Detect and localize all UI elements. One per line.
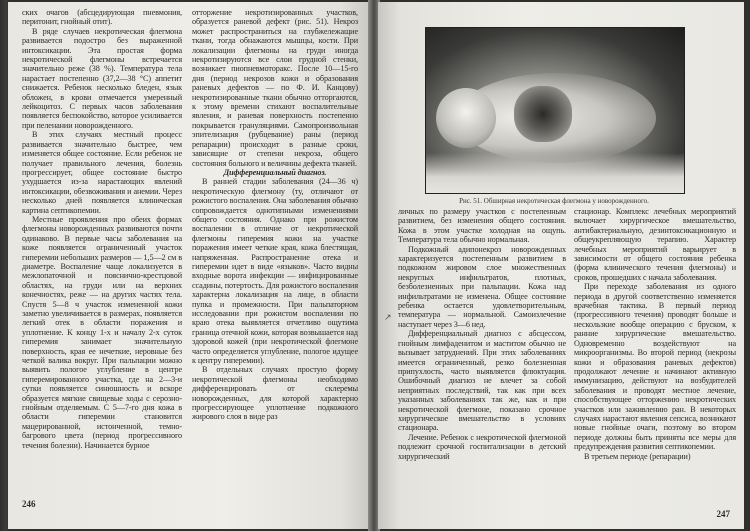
left-column-1 [22, 8, 182, 450]
paragraph: Подкожный адипонекроз новорожденных характеризуется постепенным развитием в подкожном жировом слое множественных некруглых инфильтратов, плотных, безболезненных при пальпации. Кожа над инфильтратами не изменена. Общее состояние ребенка остается удовлетворительным, температура — нормальной. Самоизлечение наступает через 3—6 нед. [398, 244, 566, 329]
paragraph: Местные проявления про обеих формах флегмоны новорожденных развиваются почти одинаково. В первые часы заболевания на коже появляется ограниченный участок гиперемии небольших размеров — 1,5—2 см в диаметре. Воспаление чаще локализуется в межлопаточной и пояснично-крестцовой областях, на груди или на верхних конечностях, реже — на других частях тела. Спустя 5—8 ч участок измененной кожи заметно увеличивается в размерах, появляется легкий отек в области поражения и уплотнение. К концу 1-х и началу 2-х суток гиперемия занимает значительную поверхность, края ее нечеткие, неровные без четкой валика вокруг. При пальпации можно выявить пологое углубление в центре гиперемированного участка, где на 2—3-и сутки появляется синюшность и вскоре образуется мягкие свищевые ходы с серозно-гнойным отделяемым. С 5—7-го дня кожа в области гиперемии становится мацерированной, истонченной, темно-багрового цвета (период прогрессивного течения болезни). Начинается бурное [22, 214, 182, 450]
paragraph: В этих случаях местный процесс развивается значительно быстрее, чем изменяется общее состояние. Если ребенок не получает правильного лечения, болезнь прогрессирует, общее состояние быстро ухудшается из-за нарастающих явлений интоксикации, обезвоживания и анемии. Через несколько дней появляется клиническая картина септикопемии. [22, 130, 182, 215]
figure-caption: Рис. 51. Обширная некротическая флегмона у новорожденного. [459, 197, 649, 205]
paragraph: В ранней стадии заболевания (24—36 ч) некротическую флегмону (ту, отличают от рожистого воспаления. Она заболевания обычно сопровождается однотипными изменениями общего состояния. Однако при рожистом воспалении в отличие от некротической флегмоны гиперемия кожи на участке поражения имеет четкие края, кожа блестящая, напряженная. Распространение отека и гиперемии идет в виде «языков». Часто видны входные ворота инфекции — инфицированные ссадины, потертость. Для рожистого воспаления характерна локализация на лице, в области пупка и промежности. При пальпаторном исследовании при рожистом воспалении по краю отека выявляется отчетливо ощутима граница отечной кожи, которая возвышается над здоровой кожей (при некротической флегмоне часто определяется углубление, пологое идущее к центру гиперемии). [192, 177, 358, 366]
pen-mark: ↗ [384, 312, 392, 322]
page-number: 247 [716, 509, 730, 519]
left-column-2 [192, 8, 358, 422]
paragraph: В третьем периоде (репарации) [584, 451, 691, 461]
paragraph: личных по размеру участков с постепенным развитием, без изменения общего состояния. Кожа в этом участке холодная на ощупь. Температура тела обычно нормальная. [398, 207, 566, 245]
section-heading: Дифференциальный диагноз. [223, 167, 327, 177]
left-page [8, 2, 370, 529]
paragraph: отторжение некротизированных участков, образуется раневой дефект (рис. 51). Некроз может распространиться на глубжележащие ткани, тогда обнажаются мышцы, кости. При локализации флегмоны на груди иногда некротизируются все слои грудной стенки, возникает пиопневмоторакс. После 10—15-го дня (период некрозов кожи и образования раневых дефектов — по Ф. И. Канцову) некротизированные ткани обычно отторгаются, к этому времени стихают воспалительные явления, и раневая поверхность постепенно покрывается грануляциями. Самопроизвольная эпителизация (рубцевание) раны (период репарации) происходит в разные сроки, зависящие от степени некроза, общего состояния больного и величины дефекта тканей. [192, 8, 358, 168]
paragraph: В отдельных случаях простую форму некротической флегмоны необходимо дифференцировать от склеремы новорожденных, для которой характерно прогрессирующее уплотнение подкожного жирового слоя в виде раз [192, 365, 358, 422]
paragraph: При переходе заболевания из одного периода в другой соответственно изменяется врачебная тактика. В первый период (прогрессивного течения) проводят больше и нескользкие вообще операцию с бруском, к ранние хирургические вмешательство. Одновременно воздействуют на микроорганизмы. Во второй период (некрозы кожи и образования раневых дефектов) продолжают лечение и начинают активную иммунизацию, действуют на возбудителей заболевания и проводят местное лечение, способствующее отторжению некротических участков или заживлению ран. В некоторых случаях нарастают явления сепсиса, возникают новые гнойные очаги, поэтому во втором периоде должны быть приняты все меры для предупреждения развития септикопемии. [574, 282, 736, 452]
paragraph: В ряде случаев некротическая флегмона развивается подостро без выраженной интоксикации. Эта простая форма некротической флегмоны встречается значительно реже (38 %). Температура тела нарастает постепенно (37,2—38 °С) аппетит снижается. Ребенок несколько бледен, язык обложен, в крови отмечается умеренный лейкоцитоз. С первых часов заболевания появляется беспокойство, которое усиливается при пеленании новорожденного. [22, 26, 182, 130]
figure-photo [425, 27, 685, 194]
paragraph: ских очагов (абсцедирующая пневмония, перитонит, гнойный отит). [22, 8, 182, 27]
lesion-area [514, 86, 572, 142]
bed-sheet [426, 153, 684, 193]
right-column-1 [398, 207, 566, 461]
page-number: 246 [22, 499, 36, 509]
infant-head [436, 88, 496, 148]
right-column-2 [574, 207, 736, 461]
paragraph: стационар. Комплекс лечебных мероприятий включает хирургическое вмешательство, антибактериальную, дезинтоксикационную и общеукрепляющую терапию. Характер лечебных мероприятий варьирует в зависимости от общего состояния ребенка (форма клинического течения флегмоны) и сроков, прошедших с начала заболевания. [574, 207, 736, 282]
paragraph: Дифференциальный диагноз с абсцессом, гнойным лимфаденитом и маститом обычно не вызывает затруднений. При этих заболеваниях имеется ограниченный, резко болезненная припухлость, часто выявляется флюктуация. Ошибочный диагноз не влечет за собой неприятных последствий, так как при всех указанных заболеваниях так же, как и при некротической флегмоне, показано срочное хирургическое вмешательство в условиях стационара. [398, 329, 566, 433]
paragraph: Лечение. Ребенок с некротической флегмоной подлежит срочной госпитализации в детский хирургический [398, 432, 566, 461]
